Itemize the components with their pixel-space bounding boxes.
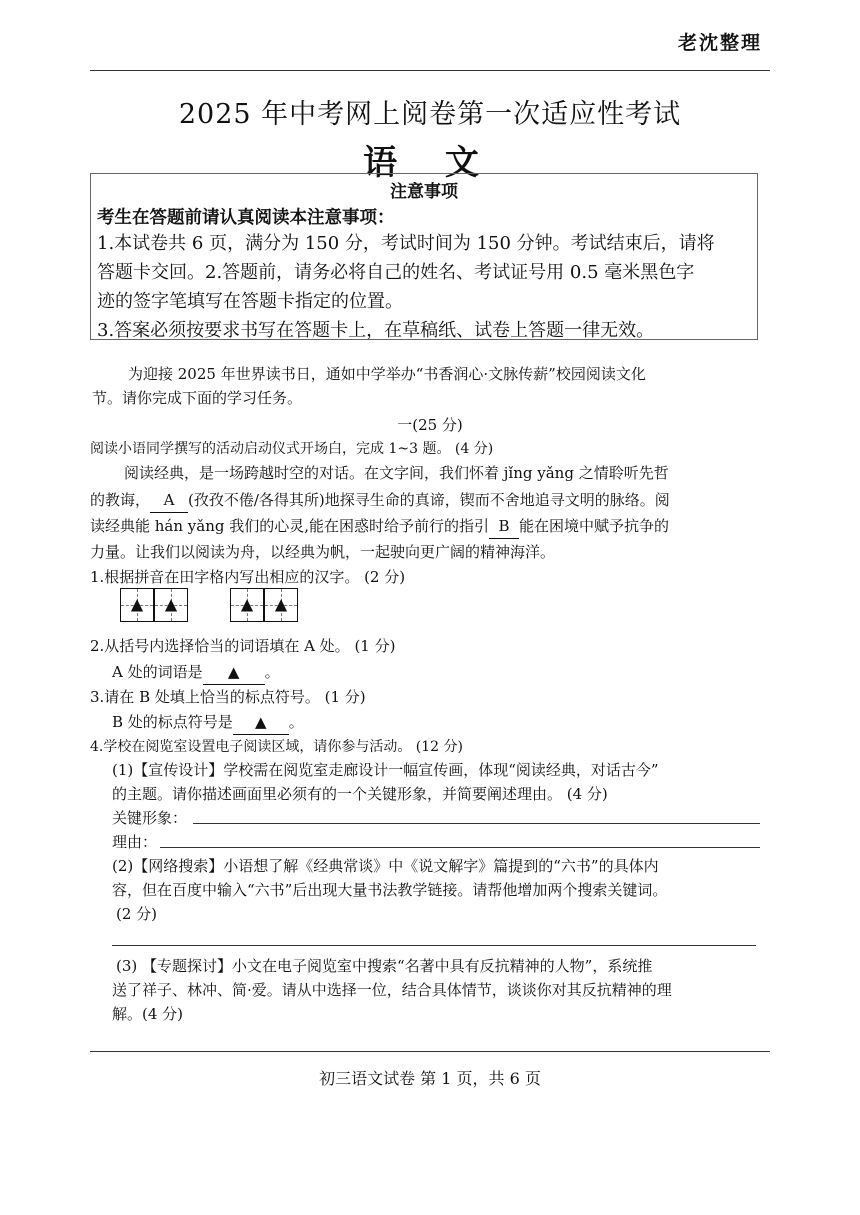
answer-marker: ▲ <box>240 594 254 614</box>
key-image-label: 关键形象： <box>112 809 188 827</box>
q3-answer-suffix: 。 <box>288 713 304 731</box>
notice-line: 1.本试卷共 6 页，满分为 150 分，考试时间为 150 分钟。考试结束后，请将 <box>97 233 715 254</box>
notice-title: 注意事项 <box>390 182 458 202</box>
q1-text: 1.根据拼音在田字格内写出相应的汉字。 (2 分) <box>90 568 406 586</box>
reason-answer-line[interactable] <box>160 847 760 848</box>
notice-line: 答题卡交回。2.答题前，请务必将自己的姓名、考试证号用 0.5 毫米黑色字 <box>97 262 695 283</box>
passage-line <box>90 514 669 539</box>
notice-line: 迹的签字笔填写在答题卡指定的位置。 <box>97 291 403 312</box>
tian-grid-cell[interactable] <box>120 588 154 622</box>
q4-part3-line: (3) 【专题探讨】小文在电子阅览室中搜索“名著中具有反抗精神的人物”，系统推 <box>116 957 653 975</box>
page-footer: 初三语文试卷 第 1 页，共 6 页 <box>319 1069 541 1088</box>
q4-part1-line: 的主题。请你描述画面里必须有的一个关键形象，并简要阐述理由。 (4 分) <box>112 785 608 803</box>
answer-marker: ▲ <box>130 594 144 614</box>
key-image-answer-line[interactable] <box>193 823 760 824</box>
exam-title: 2025 年中考网上阅卷第一次适应性考试 <box>178 99 682 130</box>
tian-grid-cell[interactable] <box>264 588 298 622</box>
q2-text: 2.从括号内选择恰当的词语填在 A 处。 (1 分) <box>90 637 396 655</box>
q4-part1-line: (1)【宣传设计】学校需在阅览室走廊设计一幅宣传画，体现“阅读经典，对话古今” <box>112 761 659 779</box>
answer-marker: ▲ <box>274 594 288 614</box>
passage-line: 阅读经典，是一场跨越时空的对话。在文字间，我们怀着 jǐng yǎng 之情聆听先哲 <box>124 464 669 482</box>
notice-box <box>90 173 758 340</box>
reason-label: 理由： <box>112 833 158 851</box>
q3-answer-blank[interactable]: ▲ <box>233 710 289 735</box>
q4-part2-line: (2 分) <box>116 905 158 923</box>
header-rule <box>90 70 770 71</box>
q4-part3-line: 送了祥子、林冲、简·爱。请从中选择一位，结合具体情节，谈谈你对其反抗精神的理 <box>112 981 672 999</box>
notice-line: 3.答案必须按要求书写在答题卡上，在草稿纸、试卷上答题一律无效。 <box>97 320 655 341</box>
tian-grid-cell[interactable] <box>154 588 188 622</box>
intro-line: 节。请你完成下面的学习任务。 <box>92 389 303 407</box>
section-label: 一(25 分) <box>397 416 463 434</box>
tian-grid-group-2 <box>230 588 298 622</box>
passage-text: 读经典能 hán yǎng 我们的心灵,能在困惑时给予前行的指引 <box>90 517 490 535</box>
tian-grid-cell[interactable] <box>230 588 264 622</box>
q4-part3-line: 解。(4 分) <box>112 1005 184 1023</box>
passage-line: 力量。让我们以阅读为舟，以经典为帆，一起驶向更广阔的精神海洋。 <box>90 543 556 561</box>
passage-text: (孜孜不倦/各得其所)地探寻生命的真谛，锲而不舍地追寻文明的脉络。阅 <box>188 491 670 509</box>
passage-line <box>90 488 670 513</box>
header-credit: 老沈整理 <box>677 32 762 54</box>
blank-a: A <box>150 488 188 513</box>
q4-part2-line: 容，但在百度中输入“六书”后出现大量书法教学链接。请帮他增加两个搜索关键词。 <box>112 881 668 899</box>
blank-b: B <box>489 514 519 539</box>
tian-grid-group-1 <box>120 588 188 622</box>
q4-part2-line: (2)【网络搜索】小语想了解《经典常谈》中《说文解字》篇提到的“六书”的具体内 <box>112 857 659 875</box>
footer-rule <box>90 1051 770 1052</box>
q2-answer-blank[interactable]: ▲ <box>203 660 265 685</box>
q4-text: 4.学校在阅览室设置电子阅读区域，请你参与活动。 (12 分) <box>90 739 463 755</box>
q2-answer-suffix: 。 <box>264 663 280 681</box>
notice-heading: 考生在答题前请认真阅读本注意事项： <box>97 208 395 228</box>
q3-text: 3.请在 B 处填上恰当的标点符号。 (1 分) <box>90 688 366 706</box>
q3-answer <box>112 710 304 735</box>
q2-answer <box>112 660 280 685</box>
intro-line: 为迎接 2025 年世界读书日，通如中学举办“书香润心·文脉传薪”校园阅读文化 <box>128 365 646 383</box>
q2-answer-prefix: A 处的词语是 <box>112 663 203 681</box>
answer-marker: ▲ <box>164 594 178 614</box>
exam-subject: 语 文 <box>363 143 497 183</box>
passage-instruction: 阅读小语同学撰写的活动启动仪式开场白，完成 1~3 题。 (4 分) <box>90 441 494 457</box>
passage-text: 的教诲， <box>90 491 151 509</box>
search-keyword-answer-line[interactable] <box>112 945 756 946</box>
passage-text: 能在困境中赋予抗争的 <box>519 517 670 535</box>
q3-answer-prefix: B 处的标点符号是 <box>112 713 233 731</box>
